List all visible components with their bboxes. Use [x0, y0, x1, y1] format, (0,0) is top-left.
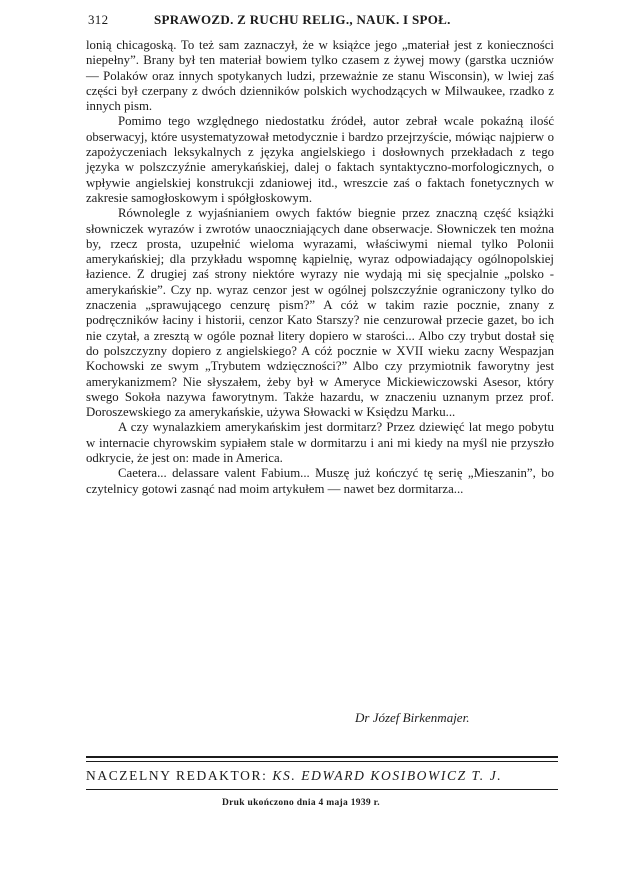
paragraph-5: Caetera... delassare valent Fabium... Muszę już kończyć tę serię „Mieszanin”, bo czytelnicy gotowi zasnąć nad moim artykułem — nawet bez dormitarza...	[86, 466, 554, 496]
editor-label: NACZELNY REDAKTOR:	[86, 768, 268, 783]
paragraph-2: Pomimo tego względnego niedostatku źródeł, autor zebrał wcale pokaźną ilość obserwacyj, które usystematyzował metodycznie i bardzo przejrzyście, mówiąc najpierw o zapożyczeniach leksykalnych z języka angielskiego i dosłownych przekładach z tego języka w polszczyźnie amerykańskiej, dalej o faktach syntaktyczno-morfologicznych, o wpływie angielskiej konstrukcji zdaniowej itd., wreszcie zaś o faktach fonetycznych w zakresie samogłoskowym i spółgłoskowym.	[86, 114, 554, 205]
footer-rule-thin	[86, 761, 558, 762]
footer-rule-bottom	[86, 789, 558, 790]
paragraph-1: lonią chicagoską. To też sam zaznaczył, że w książce jego „materiał jest z konieczności niepełny”. Brany był ten materiał bowiem tylko czasem z żywej mowy (garstka uczniów — Polaków oraz innych spotykanych ludzi, przeważnie ze stanu Wisconsin), w lwiej zaś części był czerpany z dwóch dzienników polskich wychodzących w Milwaukee, rzadko z innych pism.	[86, 38, 554, 114]
paragraph-4: A czy wynalazkiem amerykańskim jest dormitarz? Przez dziewięć lat mego pobytu w internacie chyrowskim sypiałem stale w dormitarzu i ani mi kiedy na myśl nie przyszło odkrycie, że jest on: made in America.	[86, 420, 554, 466]
article-body	[86, 38, 554, 497]
footer-rule-thick	[86, 756, 558, 758]
editor-line	[86, 768, 560, 784]
author-signature: Dr Józef Birkenmajer.	[355, 710, 470, 725]
running-head: SPRAWOZD. Z RUCHU RELIG., NAUK. I SPOŁ.	[154, 12, 451, 27]
page-number: 312	[88, 12, 109, 27]
print-date: Druk ukończono dnia 4 maja 1939 r.	[222, 798, 380, 808]
page-header	[88, 12, 548, 32]
editor-name: KS. EDWARD KOSIBOWICZ T. J.	[272, 768, 503, 783]
paragraph-3: Równolegle z wyjaśnianiem owych faktów biegnie przez znaczną część książki słowniczek wyrazów i zwrotów unaoczniających dane obserwacje. Słowniczek ten można by, rzecz prosta, uzupełnić wieloma wyrazami, właściwymi niemal tylko Polonii amerykańskiej; dla przykładu wspomnę kąpielnię, wyraz odpowiadający ogólnopolskiej łazience. Z drugiej zaś strony niektóre wyrazy nie wydają mi się specjalnie „polsko - amerykańskie”. Czy np. wyraz cenzor jest w ogólnej polszczyźnie ograniczony tylko do znaczenia „sprawującego cenzurę pism?” A cóż w takim razie pocznie, znany z podręczników łaciny i historii, cenzor Kato Starszy? nie cenzurował przecie gazet, bo ich nie czytał, a zresztą w ogóle poznał litery dopiero w starości... Albo czy trybut dostał się do polszczyzny dopiero z angielskiego? A cóż pocznie w XVII wieku zacny Wespazjan Kochowski ze swym „Trybutem wdzięczności?” Albo czy przymiotnik faworytny jest amerykanizmem? Nie słyszałem, żeby był w Ameryce Mickiewiczowski Asesor, który swego Sokoła nazywa faworytnym. Także hazardu, w znaczeniu uznanym przez prof. Doroszewskiego za amerykańskie, używa Słowacki w Księdzu Marku...	[86, 206, 554, 420]
